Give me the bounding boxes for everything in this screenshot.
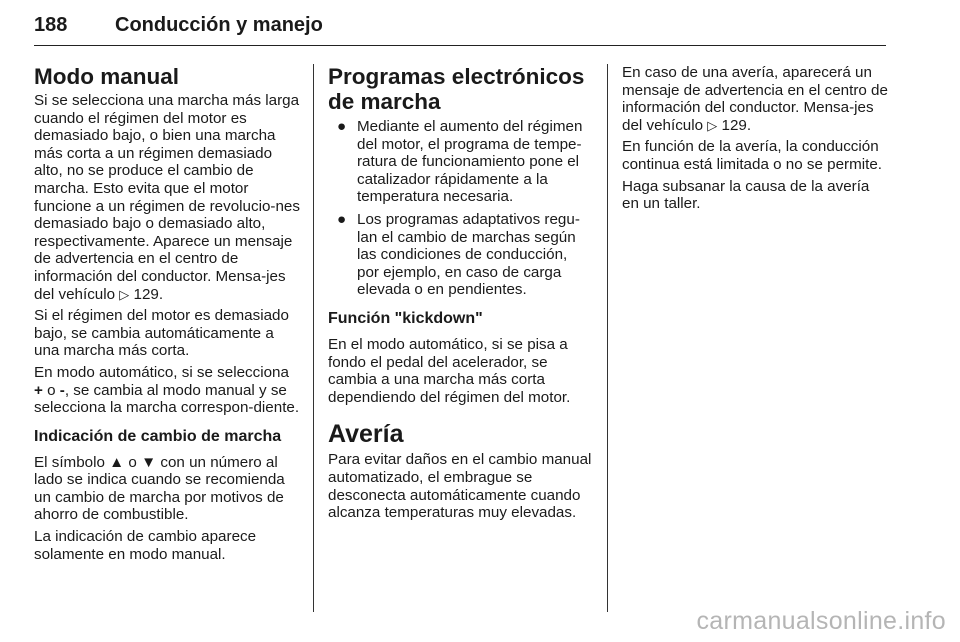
page-header — [34, 14, 886, 48]
paragraph: En caso de una avería, aparecerá un mensaje de advertencia en el centro de información del conductor. Mensa-jes del vehículo ▷ 129. — [622, 64, 888, 134]
paragraph: El símbolo ▲ o ▼ con un número al lado se indica cuando se recomienda un cambio de marcha por motivos de ahorro de combustible. — [34, 453, 285, 524]
list-item: ● Mediante el aumento del régimen del motor, el programa de tempe-ratura de funcionamiento pone el catalizador rápidamente a la temperatura necesaria. — [337, 118, 583, 206]
watermark: carmanualsonline.info — [696, 607, 946, 635]
paragraph: Si el régimen del motor es demasiado bajo, se cambia automáticamente a una marcha más corta. — [34, 307, 289, 360]
section-heading-modo-manual: Modo manual — [34, 64, 179, 89]
list-item: ● Los programas adaptativos regu-lan el cambio de marchas según las condiciones de conducción, por ejemplo, en caso de carga elevada o en pendientes. — [337, 210, 580, 299]
page-reference-icon: ▷ — [119, 286, 130, 302]
paragraph: Para evitar daños en el cambio manual automatizado, el embrague se desconecta automáticamente cuando alcanza temperaturas muy elevadas. — [328, 451, 592, 522]
up-arrow-icon: ▲ — [109, 453, 125, 471]
subheading-kickdown: Función "kickdown" — [328, 309, 483, 327]
down-arrow-icon: ▼ — [141, 453, 157, 471]
paragraph: Si se selecciona una marcha más larga cuando el régimen del motor es demasiado bajo, o bien una marcha más corta a un régimen demasiado alto, no se produce el cambio de marcha. Esto evita que el motor funcione a un régimen de revolucio-nes demasiado bajo o demasiado alto, respectivamente. Aparece un mensaje de advertencia en el centro de información del conductor. Mensa-jes del vehículo ▷ 129. — [34, 92, 300, 303]
column-divider — [313, 64, 314, 612]
bullet-list — [328, 118, 592, 299]
bullet-icon: ● — [337, 118, 347, 135]
page-reference-icon: ▷ — [707, 117, 718, 133]
bullet-icon: ● — [337, 210, 347, 228]
header-rule — [34, 45, 886, 46]
subheading-indicacion: Indicación de cambio de marcha — [34, 427, 282, 445]
page-number: 188 — [34, 14, 68, 36]
column-3 — [622, 64, 888, 217]
column-divider — [607, 64, 608, 612]
column-2 — [328, 64, 592, 526]
section-heading-averia: Avería — [328, 420, 404, 449]
paragraph: En modo automático, si se selecciona + o -, se cambia al modo manual y se selecciona la marcha correspon-diente. — [34, 363, 300, 417]
paragraph: En función de la avería, la conducción continua está limitada o no se permite. — [622, 138, 883, 173]
paragraph: La indicación de cambio aparece solamente en modo manual. — [34, 528, 257, 563]
page-reference[interactable]: 129. — [721, 116, 752, 134]
paragraph: En el modo automático, si se pisa a fondo el pedal del acelerador, se cambia a una marcha más corta dependiendo del régimen del motor. — [328, 335, 571, 406]
section-heading-programas: Programas electrónicos de marcha — [328, 64, 585, 114]
page-reference[interactable]: 129. — [133, 285, 164, 303]
paragraph: Haga subsanar la causa de la avería en un taller. — [622, 177, 870, 213]
column-1 — [34, 64, 300, 567]
running-title: Conducción y manejo — [115, 14, 323, 36]
